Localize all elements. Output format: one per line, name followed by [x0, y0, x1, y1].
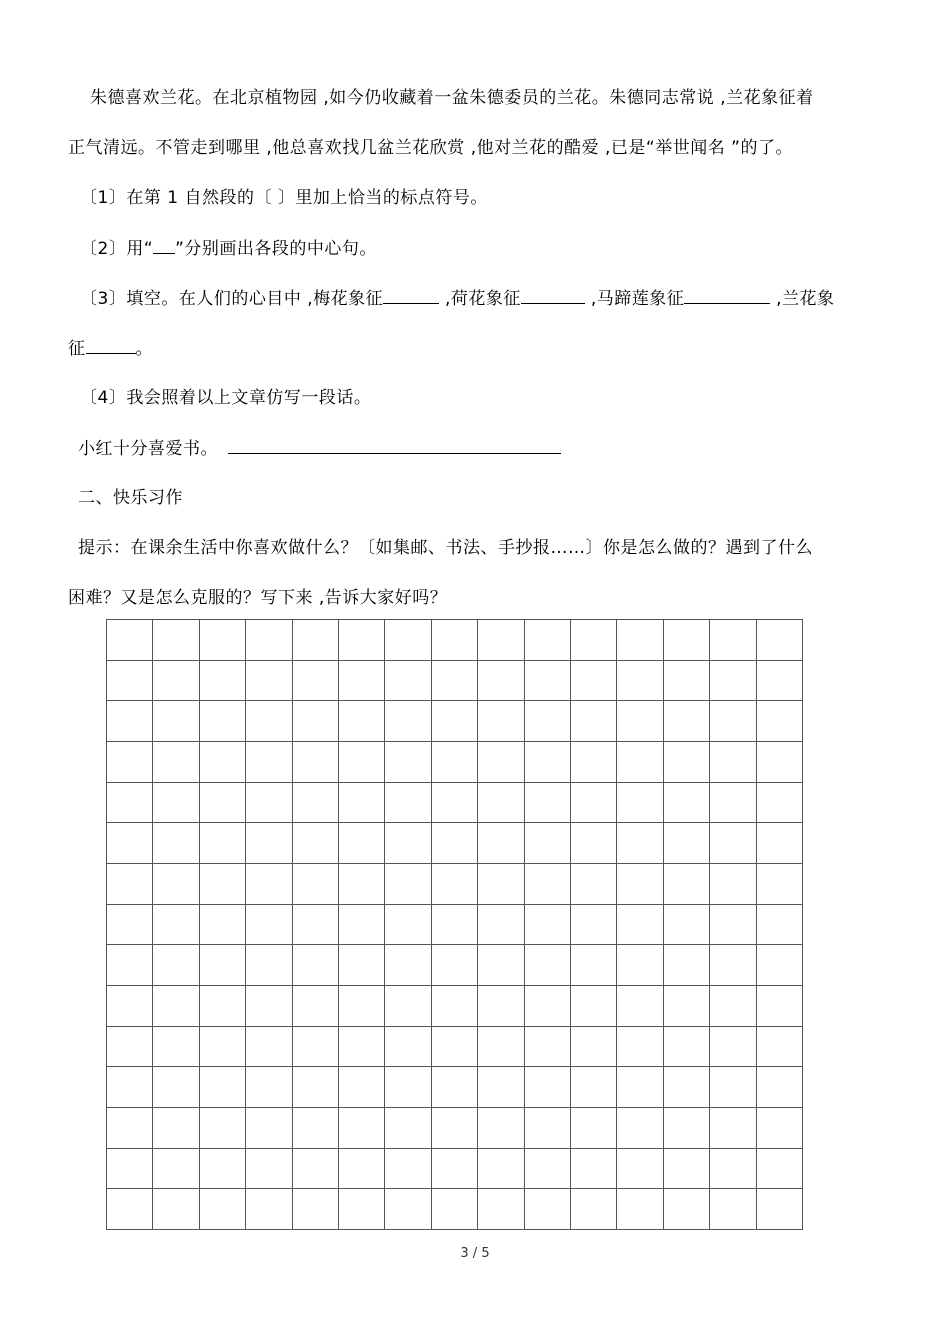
question-2-suffix: ”分别画出各段的中心句。 — [175, 239, 377, 259]
grid-cell[interactable] — [339, 661, 385, 702]
grid-cell[interactable] — [664, 945, 710, 986]
grid-cell[interactable] — [710, 986, 756, 1027]
grid-cell[interactable] — [153, 986, 199, 1027]
grid-cell[interactable] — [757, 701, 803, 742]
question-4: 〔4〕我会照着以上文章仿写一段话。 — [80, 388, 372, 408]
grid-cell[interactable] — [385, 742, 431, 783]
grid-cell[interactable] — [246, 620, 292, 661]
grid-cell[interactable] — [246, 823, 292, 864]
grid-cell[interactable] — [153, 1108, 199, 1149]
question-3-line2-prefix: 征 — [68, 339, 86, 359]
grid-cell[interactable] — [200, 701, 246, 742]
grid-cell[interactable] — [107, 986, 153, 1027]
grid-cell[interactable] — [200, 620, 246, 661]
grid-cell[interactable] — [293, 1108, 339, 1149]
grid-cell[interactable] — [664, 1108, 710, 1149]
grid-cell[interactable] — [617, 905, 663, 946]
question-2-prefix: 〔2〕用“ — [80, 239, 154, 259]
grid-cell[interactable] — [525, 701, 571, 742]
question-4-example-text: 小红十分喜爱书。 — [78, 439, 218, 459]
grid-cell[interactable] — [153, 1027, 199, 1068]
grid-cell[interactable] — [385, 783, 431, 824]
grid-cell[interactable] — [617, 945, 663, 986]
grid-cell[interactable] — [293, 1027, 339, 1068]
grid-cell[interactable] — [525, 1149, 571, 1190]
grid-cell[interactable] — [757, 1027, 803, 1068]
grid-cell[interactable] — [246, 661, 292, 702]
grid-cell[interactable] — [571, 1149, 617, 1190]
grid-cell[interactable] — [293, 620, 339, 661]
grid-cell[interactable] — [107, 1108, 153, 1149]
question-2 — [80, 236, 377, 261]
grid-cell[interactable] — [107, 701, 153, 742]
grid-cell[interactable] — [107, 823, 153, 864]
grid-cell[interactable] — [293, 945, 339, 986]
grid-cell[interactable] — [617, 1027, 663, 1068]
grid-cell[interactable] — [478, 823, 524, 864]
question-3 — [80, 286, 835, 311]
grid-cell[interactable] — [385, 701, 431, 742]
grid-cell[interactable] — [617, 742, 663, 783]
grid-cell[interactable] — [664, 1067, 710, 1108]
grid-cell[interactable] — [432, 620, 478, 661]
grid-cell[interactable] — [710, 1108, 756, 1149]
section-2-heading: 二、快乐习作 — [78, 488, 183, 508]
grid-cell[interactable] — [710, 742, 756, 783]
grid-cell[interactable] — [153, 905, 199, 946]
grid-cell[interactable] — [107, 864, 153, 905]
grid-cell[interactable] — [617, 1149, 663, 1190]
grid-cell[interactable] — [385, 823, 431, 864]
grid-cell[interactable] — [478, 742, 524, 783]
grid-cell[interactable] — [246, 783, 292, 824]
grid-cell[interactable] — [385, 945, 431, 986]
grid-cell[interactable] — [478, 701, 524, 742]
grid-cell[interactable] — [525, 945, 571, 986]
grid-cell[interactable] — [339, 620, 385, 661]
grid-cell[interactable] — [293, 742, 339, 783]
grid-cell[interactable] — [571, 986, 617, 1027]
grid-cell[interactable] — [478, 783, 524, 824]
grid-cell[interactable] — [107, 905, 153, 946]
grid-cell[interactable] — [293, 661, 339, 702]
grid-cell[interactable] — [385, 620, 431, 661]
question-3-part2: ,荷花象征 — [439, 289, 521, 309]
grid-cell[interactable] — [571, 945, 617, 986]
grid-cell[interactable] — [710, 945, 756, 986]
grid-cell[interactable] — [571, 823, 617, 864]
question-4-example — [78, 436, 561, 461]
grid-cell[interactable] — [757, 620, 803, 661]
grid-cell[interactable] — [432, 945, 478, 986]
grid-cell[interactable] — [339, 986, 385, 1027]
grid-cell[interactable] — [385, 1067, 431, 1108]
grid-cell[interactable] — [571, 864, 617, 905]
page-number: 3 / 5 — [460, 1246, 490, 1261]
grid-cell[interactable] — [617, 701, 663, 742]
grid-cell[interactable] — [432, 701, 478, 742]
grid-cell[interactable] — [571, 701, 617, 742]
grid-cell[interactable] — [246, 945, 292, 986]
grid-cell[interactable] — [293, 823, 339, 864]
grid-cell[interactable] — [617, 1067, 663, 1108]
imitation-writing-blank[interactable] — [228, 436, 561, 454]
grid-cell[interactable] — [617, 620, 663, 661]
question-3-line2-suffix: 。 — [135, 339, 153, 359]
question-3-part4: ,兰花象 — [770, 289, 835, 309]
grid-cell[interactable] — [293, 864, 339, 905]
grid-cell[interactable] — [432, 905, 478, 946]
grid-cell[interactable] — [757, 823, 803, 864]
grid-cell[interactable] — [478, 661, 524, 702]
grid-cell[interactable] — [432, 1149, 478, 1190]
grid-cell[interactable] — [478, 945, 524, 986]
grid-cell[interactable] — [710, 701, 756, 742]
grid-cell[interactable] — [200, 986, 246, 1027]
grid-cell[interactable] — [200, 864, 246, 905]
grid-cell[interactable] — [478, 1189, 524, 1230]
grid-cell[interactable] — [339, 1108, 385, 1149]
grid-cell[interactable] — [339, 945, 385, 986]
grid-cell[interactable] — [757, 742, 803, 783]
question-3-part3: ,马蹄莲象征 — [584, 289, 685, 309]
grid-cell[interactable] — [710, 661, 756, 702]
grid-cell[interactable] — [664, 1189, 710, 1230]
grid-cell[interactable] — [153, 661, 199, 702]
grid-cell[interactable] — [617, 986, 663, 1027]
grid-cell[interactable] — [293, 783, 339, 824]
grid-cell[interactable] — [246, 1108, 292, 1149]
grid-cell[interactable] — [757, 905, 803, 946]
grid-cell[interactable] — [432, 783, 478, 824]
grid-cell[interactable] — [432, 1108, 478, 1149]
grid-cell[interactable] — [617, 783, 663, 824]
grid-cell[interactable] — [385, 1027, 431, 1068]
grid-cell[interactable] — [710, 783, 756, 824]
grid-cell[interactable] — [385, 864, 431, 905]
grid-cell[interactable] — [246, 1067, 292, 1108]
grid-cell[interactable] — [200, 742, 246, 783]
grid-cell[interactable] — [339, 783, 385, 824]
grid-cell[interactable] — [246, 742, 292, 783]
question-3-line-2 — [68, 336, 153, 361]
grid-cell[interactable] — [153, 823, 199, 864]
grid-cell[interactable] — [432, 1189, 478, 1230]
grid-cell[interactable] — [293, 1149, 339, 1190]
grid-cell[interactable] — [339, 1027, 385, 1068]
grid-cell[interactable] — [571, 620, 617, 661]
writing-grid[interactable] — [106, 619, 803, 1230]
grid-cell[interactable] — [617, 1189, 663, 1230]
grid-cell[interactable] — [153, 620, 199, 661]
grid-cell[interactable] — [432, 661, 478, 702]
grid-cell[interactable] — [432, 823, 478, 864]
grid-cell[interactable] — [107, 1027, 153, 1068]
grid-cell[interactable] — [571, 661, 617, 702]
grid-cell[interactable] — [246, 701, 292, 742]
grid-cell[interactable] — [525, 620, 571, 661]
grid-cell[interactable] — [246, 1189, 292, 1230]
grid-cell[interactable] — [107, 1189, 153, 1230]
grid-cell[interactable] — [757, 661, 803, 702]
grid-cell[interactable] — [107, 620, 153, 661]
grid-cell[interactable] — [525, 986, 571, 1027]
grid-cell[interactable] — [710, 1027, 756, 1068]
grid-cell[interactable] — [200, 1108, 246, 1149]
grid-cell[interactable] — [293, 1067, 339, 1108]
grid-cell[interactable] — [710, 823, 756, 864]
grid-cell[interactable] — [525, 742, 571, 783]
grid-cell[interactable] — [385, 661, 431, 702]
grid-cell[interactable] — [200, 661, 246, 702]
grid-cell[interactable] — [664, 620, 710, 661]
grid-cell[interactable] — [478, 905, 524, 946]
grid-cell[interactable] — [200, 905, 246, 946]
grid-cell[interactable] — [432, 742, 478, 783]
grid-cell[interactable] — [710, 864, 756, 905]
grid-cell[interactable] — [107, 1067, 153, 1108]
grid-cell[interactable] — [571, 1067, 617, 1108]
grid-cell[interactable] — [153, 783, 199, 824]
grid-cell[interactable] — [664, 783, 710, 824]
grid-cell[interactable] — [664, 864, 710, 905]
grid-cell[interactable] — [710, 1149, 756, 1190]
grid-cell[interactable] — [339, 905, 385, 946]
grid-cell[interactable] — [107, 661, 153, 702]
grid-cell[interactable] — [525, 661, 571, 702]
grid-cell[interactable] — [617, 823, 663, 864]
grid-cell[interactable] — [478, 1067, 524, 1108]
grid-cell[interactable] — [478, 864, 524, 905]
grid-cell[interactable] — [293, 905, 339, 946]
grid-cell[interactable] — [757, 945, 803, 986]
grid-cell[interactable] — [710, 1189, 756, 1230]
grid-cell[interactable] — [246, 986, 292, 1027]
grid-cell[interactable] — [525, 905, 571, 946]
grid-cell[interactable] — [478, 1108, 524, 1149]
grid-cell[interactable] — [153, 945, 199, 986]
grid-cell[interactable] — [525, 1108, 571, 1149]
grid-cell[interactable] — [617, 661, 663, 702]
grid-cell[interactable] — [432, 864, 478, 905]
grid-cell[interactable] — [571, 1189, 617, 1230]
grid-cell[interactable] — [710, 905, 756, 946]
grid-cell[interactable] — [339, 864, 385, 905]
grid-cell[interactable] — [339, 823, 385, 864]
passage-line-1: 朱德喜欢兰花。在北京植物园 ,如今仍收藏着一盆朱德委员的兰花。朱德同志常说 ,兰花象征着 — [90, 88, 814, 108]
grid-cell[interactable] — [246, 1027, 292, 1068]
grid-cell[interactable] — [339, 1149, 385, 1190]
lotus-symbol-blank[interactable] — [521, 286, 585, 304]
grid-cell[interactable] — [478, 1027, 524, 1068]
grid-cell[interactable] — [246, 864, 292, 905]
grid-cell[interactable] — [664, 1027, 710, 1068]
writing-prompt-line-2: 困难？又是怎么克服的？写下来 ,告诉大家好吗？ — [68, 588, 448, 608]
grid-cell[interactable] — [664, 742, 710, 783]
grid-cell[interactable] — [200, 945, 246, 986]
grid-cell[interactable] — [153, 864, 199, 905]
grid-cell[interactable] — [571, 1108, 617, 1149]
grid-cell[interactable] — [153, 701, 199, 742]
question-3-part1: 〔3〕填空。在人们的心目中 ,梅花象征 — [80, 289, 384, 309]
grid-cell[interactable] — [432, 1027, 478, 1068]
grid-cell[interactable] — [339, 701, 385, 742]
grid-cell[interactable] — [478, 986, 524, 1027]
grid-cell[interactable] — [664, 661, 710, 702]
grid-cell[interactable] — [571, 905, 617, 946]
grid-cell[interactable] — [107, 742, 153, 783]
grid-cell[interactable] — [339, 1067, 385, 1108]
grid-cell[interactable] — [525, 1067, 571, 1108]
grid-cell[interactable] — [757, 1189, 803, 1230]
grid-cell[interactable] — [339, 742, 385, 783]
grid-cell[interactable] — [200, 783, 246, 824]
grid-cell[interactable] — [525, 823, 571, 864]
grid-cell[interactable] — [385, 1189, 431, 1230]
grid-cell[interactable] — [200, 823, 246, 864]
question-1: 〔1〕在第 1 自然段的〔 〕里加上恰当的标点符号。 — [80, 188, 488, 208]
grid-cell[interactable] — [757, 986, 803, 1027]
grid-cell[interactable] — [757, 1108, 803, 1149]
grid-cell[interactable] — [107, 1149, 153, 1190]
grid-cell[interactable] — [246, 1149, 292, 1190]
underline-sample — [153, 236, 175, 254]
grid-cell[interactable] — [664, 701, 710, 742]
grid-cell[interactable] — [571, 742, 617, 783]
grid-cell[interactable] — [153, 742, 199, 783]
grid-cell[interactable] — [153, 1189, 199, 1230]
grid-cell[interactable] — [478, 1149, 524, 1190]
grid-cell[interactable] — [107, 945, 153, 986]
grid-cell[interactable] — [385, 905, 431, 946]
grid-cell[interactable] — [293, 986, 339, 1027]
grid-cell[interactable] — [571, 1027, 617, 1068]
grid-cell[interactable] — [385, 1108, 431, 1149]
grid-cell[interactable] — [664, 823, 710, 864]
grid-cell[interactable] — [710, 1067, 756, 1108]
grid-cell[interactable] — [432, 1067, 478, 1108]
passage-line-2: 正气清远。不管走到哪里 ,他总喜欢找几盆兰花欣赏 ,他对兰花的酷爱 ,已是“举世闻名 ”的了。 — [68, 138, 793, 158]
grid-cell[interactable] — [664, 905, 710, 946]
grid-cell[interactable] — [385, 986, 431, 1027]
grid-cell[interactable] — [757, 1149, 803, 1190]
grid-cell[interactable] — [385, 1149, 431, 1190]
grid-cell[interactable] — [664, 986, 710, 1027]
grid-cell[interactable] — [525, 1189, 571, 1230]
grid-cell[interactable] — [617, 864, 663, 905]
grid-cell[interactable] — [200, 1189, 246, 1230]
grid-cell[interactable] — [757, 864, 803, 905]
plum-symbol-blank[interactable] — [383, 286, 439, 304]
grid-cell[interactable] — [478, 620, 524, 661]
grid-cell[interactable] — [200, 1027, 246, 1068]
grid-cell[interactable] — [246, 905, 292, 946]
grid-cell[interactable] — [757, 1067, 803, 1108]
grid-cell[interactable] — [710, 620, 756, 661]
grid-cell[interactable] — [525, 783, 571, 824]
grid-cell[interactable] — [293, 1189, 339, 1230]
grid-cell[interactable] — [107, 783, 153, 824]
grid-cell[interactable] — [617, 1108, 663, 1149]
grid-cell[interactable] — [525, 1027, 571, 1068]
grid-cell[interactable] — [432, 986, 478, 1027]
grid-cell[interactable] — [339, 1189, 385, 1230]
grid-cell[interactable] — [293, 701, 339, 742]
grid-cell[interactable] — [153, 1067, 199, 1108]
grid-cell[interactable] — [757, 783, 803, 824]
grid-cell[interactable] — [571, 783, 617, 824]
writing-prompt-line-1: 提示：在课余生活中你喜欢做什么？〔如集邮、书法、手抄报……〕你是怎么做的？遇到了什么 — [78, 538, 813, 558]
orchid-symbol-blank[interactable] — [86, 336, 136, 354]
grid-cell[interactable] — [200, 1067, 246, 1108]
grid-cell[interactable] — [200, 1149, 246, 1190]
grid-cell[interactable] — [153, 1149, 199, 1190]
grid-cell[interactable] — [664, 1149, 710, 1190]
calla-symbol-blank[interactable] — [684, 286, 770, 304]
grid-cell[interactable] — [525, 864, 571, 905]
